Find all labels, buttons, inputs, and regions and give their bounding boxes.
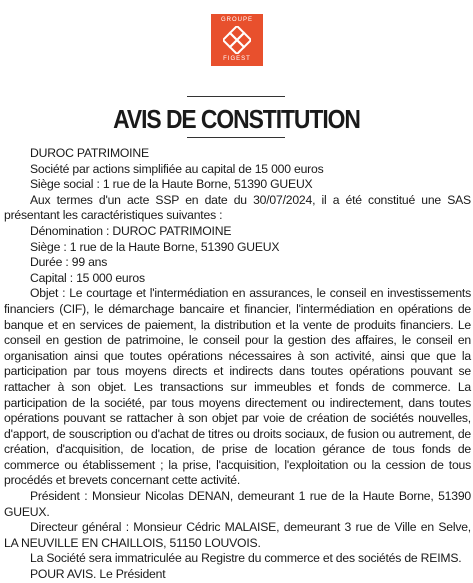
general-director-paragraph: Directeur général : Monsieur Cédric MALAISE, demeurant 3 rue de Ville en Selve, LA NEUVILLE EN CHAILLOIS, 51150 LOUVOIS. — [4, 520, 471, 550]
page-title: AVIS DE CONSTITUTION — [113, 104, 360, 134]
figest-logo — [211, 14, 263, 66]
purpose-paragraph: Objet : Le courtage et l'intermédiation en assurances, le conseil en investissements financiers (CIF), le démarchage bancaire et financier, l'intermédiation en opérations de banque et en services de paiement, la distribution et la vente de produits financiers. Le conseil en gestion de patrimoine, le conseil pour la gestion des affaires, le conseil en organisation ainsi que toutes opérations nécessaires à son activité, ainsi que que la participation par tous moyens directs et indirects dans toutes opérations pouvant se rattacher à son objet. Les transactions sur immeubles et fonds de commerce. La participation de la société, par tous moyens directement ou indirectement, dans toutes opérations pouvant se rattacher à son objet par voie de création de sociétés nouvelles, d'apport, de souscription ou d'achat de titres ou droits sociaux, de fusion ou autrement, de création, d'acquisition, de location, de prise de location gérance de tous fonds de commerce ou établissement ; la prise, l'acquisition, l'exploitation ou la cession de tous procédés et brevets concernant cette activité. — [4, 286, 471, 488]
signature-line: POUR AVIS. Le Président — [30, 567, 166, 582]
notice-body — [4, 146, 471, 583]
registration-paragraph: La Société sera immatriculée au Registre du commerce et des sociétés de REIMS. — [30, 551, 462, 566]
company-name: DUROC PATRIMOINE — [30, 146, 149, 160]
figest-logo-icon — [223, 26, 251, 54]
title-rule-top — [187, 96, 285, 97]
capital: Capital : 15 000 euros — [30, 270, 145, 285]
logo-bottom-text: FIGEST — [223, 56, 251, 62]
registered-office: Siège social : 1 rue de la Haute Borne, 51390 GUEUX — [30, 177, 313, 192]
denomination: Dénomination : DUROC PATRIMOINE — [30, 223, 232, 238]
duration: Durée : 99 ans — [30, 255, 108, 270]
logo-top-text: GROUPE — [220, 17, 253, 23]
company-form: Société par actions simplifiée au capital de 15 000 euros — [30, 161, 324, 176]
president-paragraph: Président : Monsieur Nicolas DENAN, demeurant 1 rue de la Haute Borne, 51390 GUEUX. — [4, 489, 471, 519]
seat: Siège : 1 rue de la Haute Borne, 51390 GUEUX — [30, 239, 280, 254]
title-rule-bottom — [187, 137, 285, 138]
deed-paragraph: Aux termes d'un acte SSP en date du 30/07/2024, il a été constitué une SAS présentant les caractéristiques suivantes : — [4, 192, 471, 223]
